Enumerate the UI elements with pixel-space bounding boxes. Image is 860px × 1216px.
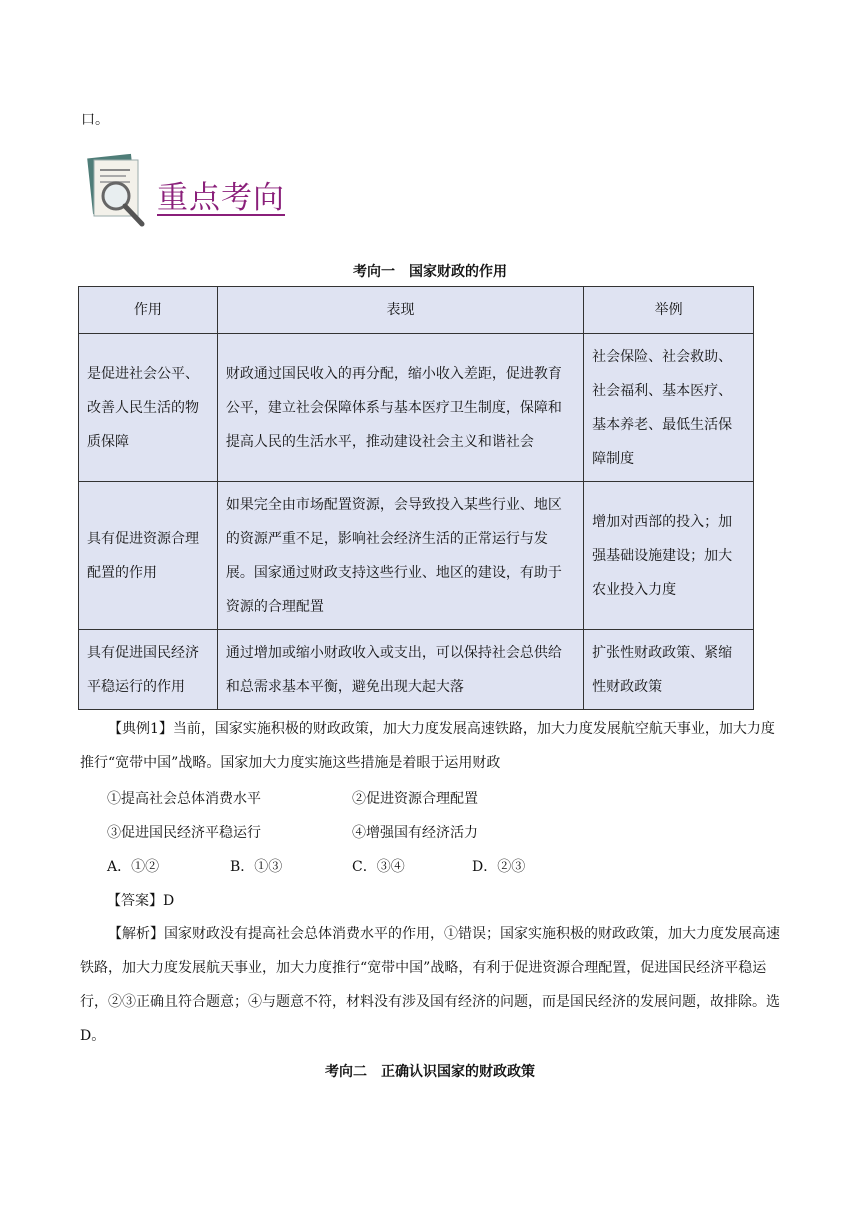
answer-choice: A．①② <box>107 859 160 875</box>
header-examples: 举例 <box>584 287 754 334</box>
header-role: 作用 <box>79 287 218 334</box>
answer-choice: D．②③ <box>472 859 526 875</box>
answer-line: 【答案】D <box>107 893 175 909</box>
statement-item: ①提高社会总体消费水平 <box>107 791 261 807</box>
text-fragment: 口。 <box>81 112 109 128</box>
table-cell: 通过增加或缩小财政收入或支出，可以保持社会总供给和总需求基本平衡，避免出现大起大落 <box>217 630 583 710</box>
table-header-row <box>79 287 754 334</box>
table-cell: 具有促进资源合理配置的作用 <box>79 482 218 630</box>
table-cell: 是促进社会公平、改善人民生活的物质保障 <box>79 334 218 482</box>
statement-item: ③促进国民经济平稳运行 <box>107 825 261 841</box>
analysis-paragraph: 【解析】国家财政没有提高社会总体消费水平的作用，①错误；国家实施积极的财政政策，加大力度发展高速铁路，加大力度发展航天事业，加大力度推行“宽带中国”战略，有利于促进资源合理配置，促进国民经济平稳运行，②③正确且符合题意；④与题意不符，材料没有涉及国有经济的问题，而是国民经济的发展问题，故排除。选D。 <box>80 926 780 1044</box>
table-cell: 具有促进国民经济平稳运行的作用 <box>79 630 218 710</box>
key-directions-banner <box>80 152 320 232</box>
table-row <box>79 630 754 710</box>
answer-choice: B．①③ <box>230 859 283 875</box>
table-row <box>79 334 754 482</box>
finance-role-table <box>78 286 754 710</box>
table-cell: 增加对西部的投入；加强基础设施建设；加大农业投入力度 <box>584 482 754 630</box>
table-cell: 社会保险、社会救助、社会福利、基本医疗、基本养老、最低生活保障制度 <box>584 334 754 482</box>
magnifier-document-icon <box>80 152 160 232</box>
table-cell: 财政通过国民收入的再分配，缩小收入差距，促进教育公平，建立社会保障体系与基本医疗卫生制度，保障和提高人民的生活水平，推动建设社会主义和谐社会 <box>217 334 583 482</box>
example-question: 【典例1】当前，国家实施积极的财政政策，加大力度发展高速铁路，加大力度发展航空航天事业，加大力度推行“宽带中国”战略。国家加大力度实施这些措施是着眼于运用财政 <box>80 721 775 771</box>
section-title-1: 考向一 国家财政的作用 <box>353 264 507 280</box>
table-cell: 扩张性财政政策、紧缩性财政政策 <box>584 630 754 710</box>
table-cell: 如果完全由市场配置资源，会导致投入某些行业、地区的资源严重不足，影响社会经济生活的正常运行与发展。国家通过财政支持这些行业、地区的建设，有助于资源的合理配置 <box>217 482 583 630</box>
statement-item: ②促进资源合理配置 <box>352 791 478 807</box>
section-title-2: 考向二 正确认识国家的财政政策 <box>325 1064 535 1080</box>
table-row <box>79 482 754 630</box>
answer-choice: C．③④ <box>352 859 405 875</box>
header-manifestation: 表现 <box>217 287 583 334</box>
banner-title: 重点考向 <box>157 180 285 216</box>
statement-item: ④增强国有经济活力 <box>352 825 478 841</box>
